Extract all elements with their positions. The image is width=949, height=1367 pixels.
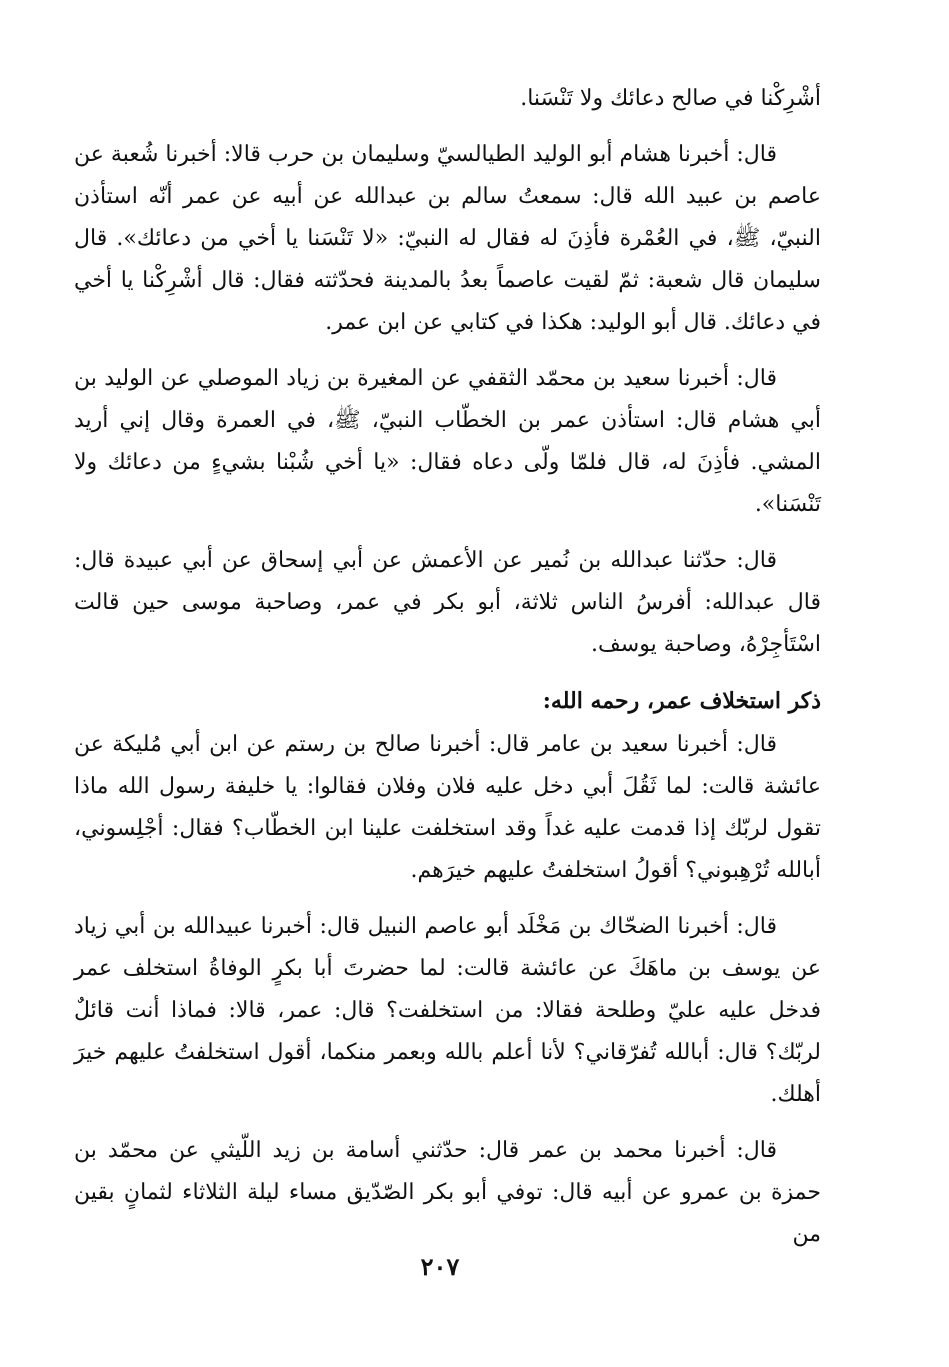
section-heading: ذكر استخلاف عمر، رحمه الله: — [542, 688, 821, 714]
paragraph-2: قال: أخبرنا هشام أبو الوليد الطيالسيّ وسليمان بن حرب قالا: أخبرنا شُعبة عن عاصم بن عبيد الله قال: سمعتُ سالم بن عبدالله عن أبيه عن عمر أنّه استأذن النبيّ، ﷺ، في العُمْرة فأذِنَ له فقال له النبيّ: «لا تَنْسَنا يا أخي من دعائك». قال سليمان قال شعبة: ثمّ لقيت عاصماً بعدُ بالمدينة فحدّثته فقال: قال أشْرِكْنا يا أخي في دعائك. قال أبو الوليد: هكذا في كتابي عن ابن عمر. — [74, 142, 821, 335]
paragraph-5: قال: أخبرنا سعيد بن عامر قال: أخبرنا صالح بن رستم عن ابن أبي مُليكة عن عائشة قالت: لما ثَقُلَ أبي دخل عليه فلان وفلان فقالوا: يا خليفة رسول الله ماذا تقول لربّك إذا قدمت عليه غداً وقد استخلفت علينا ابن الخطّاب؟ فقال: أجْلِسوني، أبالله تُرْهِبوني؟ أقولُ استخلفتُ عليهم خيرَهم. — [74, 732, 821, 883]
paragraph-4: قال: حدّثنا عبدالله بن نُمير عن الأعمش عن أبي إسحاق عن أبي عبيدة قال: قال عبدالله: أفرسُ الناس ثلاثة، أبو بكر في عمر، وصاحبة موسى حين قالت اسْتَأجِرْهُ، وصاحبة يوسف. — [74, 548, 821, 657]
paragraph-1: أشْرِكْنا في صالح دعائك ولا تَنْسَنا. — [520, 86, 821, 111]
paragraph-3: قال: أخبرنا سعيد بن محمّد الثقفي عن المغيرة بن زياد الموصلي عن الوليد بن أبي هشام قال: استأذن عمر بن الخطّاب النبيّ، ﷺ، في العمرة وقال إني أريد المشي. فأذِنَ له، قال فلمّا ولّى دعاه فقال: «يا أخي شُبْنا بشيءٍ من دعائك ولا تَنْسَنا». — [74, 366, 821, 517]
paragraph-7: قال: أخبرنا محمد بن عمر قال: حدّثني أسامة بن زيد اللّيثي عن محمّد بن حمزة بن عمرو عن أبيه قال: توفي أبو بكر الصّدّيق مساء ليلة الثلاثاء لثمانٍ بقين من — [74, 1138, 821, 1247]
page-number: ٢٠٧ — [420, 1252, 460, 1281]
paragraph-6: قال: أخبرنا الضحّاك بن مَخْلَد أبو عاصم النبيل قال: أخبرنا عبيدالله بن أبي زياد عن يوسف بن ماهَكَ عن عائشة قالت: لما حضرتَ أبا بكرٍ الوفاةُ استخلف عمر فدخل عليه عليّ وطلحة فقالا: من استخلفت؟ قال: عمر، قالا: فماذا أنت قائلٌ لربّك؟ قال: أبالله تُفرّقاني؟ لأنا أعلم بالله وبعمر منكما، أقول استخلفتُ عليهم خيرَ أهلك. — [74, 914, 821, 1107]
page-text — [74, 78, 821, 1270]
